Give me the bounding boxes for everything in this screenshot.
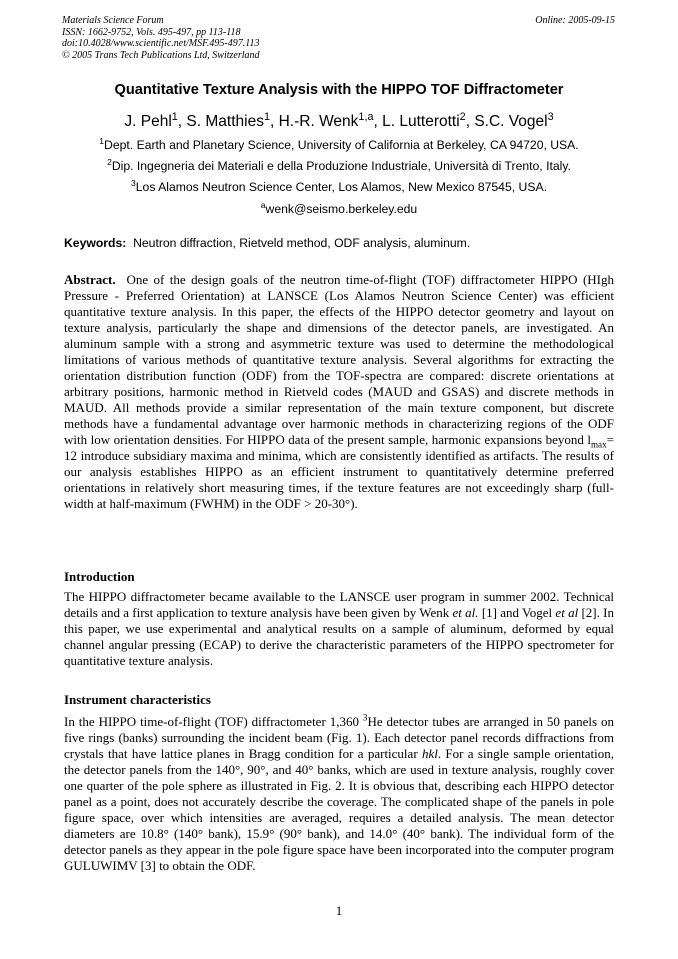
author: L. Lutterotti bbox=[382, 113, 460, 130]
abstract-text: One of the design goals of the neutron time-of-flight (TOF) diffractometer HIPPO (HIgh Pressure - Preferred Orientation) at LANSCE (Los Alamos Neutron Science Center) was efficient quantitative texture analysis. In this paper, the effects of the HIPPO detector geometry and layout on texture analysis, particularly the shape and dimensions of the detector panels, are investigated. An aluminum sample with a strong and asymmetric texture was used to determine the methodological limitations of various methods of quantitative texture analysis. Several algorithms for extracting the orientation distribution function (ODF) from the TOF-spectra are compared: discrete orientations at arbitrary positions, harmonic method in Rietveld codes (MAUD and GSAS) and discrete methods in MAUD. All methods provide a similar representation of the main texture component, but discrete methods have a fundamental advantage over harmonic methods in characterizing regions of the ODF with low orientation densities. For HIPPO data of the present sample, harmonic expansions beyond l bbox=[64, 272, 615, 447]
affiliation-mark: 1 bbox=[99, 135, 105, 146]
text-run: [1] and Vogel bbox=[478, 605, 556, 620]
text-run: [2]. In this paper, we use experimental and analytical results on a sample of aluminum, deformed by equal channel angular pressing (ECAP) to derive the characteristic parameters of the HIPPO spectrometer for quantitative texture analysis. bbox=[64, 605, 614, 668]
affiliation-1 bbox=[40, 135, 638, 152]
author-affiliation-mark: 1 bbox=[171, 110, 178, 123]
lmax-subscript: max bbox=[590, 439, 607, 450]
section-heading-instrument: Instrument characteristics bbox=[64, 692, 211, 707]
affiliation-text: Los Alamos Neutron Science Center, Los Alamos, New Mexico 87545, USA. bbox=[135, 180, 547, 194]
author-list: J. Pehl$^1$, S. Matthies$^1$, H.-R. Wenk$^{1,a}$, L. Lutterotti$^2$, S.C. Vogel$^3$ bbox=[124, 110, 554, 130]
online-date: Online: 2005-09-15 bbox=[535, 15, 615, 26]
doi-line: doi:10.4028/www.scientific.net/MSF.495-497.113 bbox=[62, 38, 260, 49]
abstract-paragraph bbox=[64, 272, 614, 512]
keywords-text: Neutron diffraction, Rietveld method, ODF analysis, aluminum. bbox=[133, 236, 471, 250]
affiliation-text: Dip. Ingegneria dei Materiali e della Produzione Industriale, Università di Trento, Italy. bbox=[111, 159, 571, 173]
author-affiliation-mark: 2 bbox=[459, 110, 466, 123]
contact-email bbox=[40, 199, 638, 216]
author-affiliation-mark: 1 bbox=[263, 110, 270, 123]
keywords-label: Keywords: bbox=[64, 236, 127, 250]
affiliation-mark: 3 bbox=[131, 177, 136, 188]
affiliation-mark: a bbox=[260, 199, 266, 210]
text-run: . For a single sample orientation, the detector panels from the 140°, 90°, and 40° banks, which are used in texture analysis, roughly cover one quarter of the pole sphere as illustrated in Fig. 2. It is obvious that, describing each HIPPO detector panel as a point, does not accurately describe the coverage. The complicated shape of the panels in pole figure space, over which intensities are averaged, requires a detailed analysis. The mean detector diameters are 10.8° (140° bank), 15.9° (90° bank), and 14.0° (40° bank). The individual form of the detector panels as they appear in the pole figure space have been incorporated into the computer program GULUWIMV [3] to obtain the ODF. bbox=[64, 746, 614, 873]
affiliation-2 bbox=[40, 156, 638, 173]
keywords bbox=[64, 236, 470, 250]
abstract-label: Abstract. bbox=[64, 272, 116, 287]
paper-title: Quantitative Texture Analysis with the HIPPO TOF Diffractometer bbox=[114, 82, 564, 98]
author-affiliation-mark: 3 bbox=[547, 110, 554, 123]
issn-line: ISSN: 1662-9752, Vols. 495-497, pp 113-118 bbox=[62, 26, 241, 38]
text-run: The HIPPO diffractometer became available to the LANSCE user program in summer 2002. Technical details and a first application to texture analysis have been given by Wenk bbox=[64, 589, 614, 620]
text-run: He detector tubes are arranged in 50 panels on five rings (banks) surrounding the incident beam (Fig. 1). Each detector panel records diffractions from crystals that have lattice planes in Bragg condition for a particular bbox=[64, 714, 615, 761]
email-text: wenk@seismo.berkeley.edu bbox=[265, 202, 418, 216]
author: S. Matthies bbox=[186, 113, 264, 130]
abstract-text-cont: = 12 introduce subsidiary maxima and minima, which are consistently identified as artifacts. The results of our analysis establishes HIPPO as an efficient instrument to quantitatively determine preferred orientations in relatively short measuring times, if the texture features are not exceedingly sharp (full-width at half-maximum (FWHM) in the ODF > 20-30°). bbox=[64, 432, 614, 511]
introduction-paragraph bbox=[64, 589, 614, 669]
page-number: 1 bbox=[335, 903, 343, 918]
author: J. Pehl bbox=[124, 113, 172, 130]
italic-run: hkl bbox=[421, 746, 438, 761]
isotope-superscript: 3 bbox=[362, 712, 368, 723]
affiliation-3 bbox=[40, 177, 638, 194]
copyright-line: © 2005 Trans Tech Publications Ltd, Switzerland bbox=[62, 49, 260, 61]
italic-run: et al bbox=[555, 605, 579, 620]
instrument-paragraph bbox=[64, 714, 614, 874]
italic-run: et al. bbox=[452, 605, 479, 620]
text-run: In the HIPPO time-of-flight (TOF) diffractometer 1,360 bbox=[64, 714, 363, 729]
page-header bbox=[62, 15, 615, 61]
affiliation-text: Dept. Earth and Planetary Science, University of California at Berkeley, CA 94720, USA. bbox=[104, 138, 579, 152]
affiliation-mark: 2 bbox=[107, 156, 112, 167]
author: H.-R. Wenk bbox=[278, 113, 359, 130]
author: S.C. Vogel bbox=[474, 113, 548, 130]
section-heading-introduction: Introduction bbox=[64, 569, 135, 584]
journal-name: Materials Science Forum bbox=[62, 15, 164, 26]
author-affiliation-mark: 1,a bbox=[358, 110, 374, 123]
